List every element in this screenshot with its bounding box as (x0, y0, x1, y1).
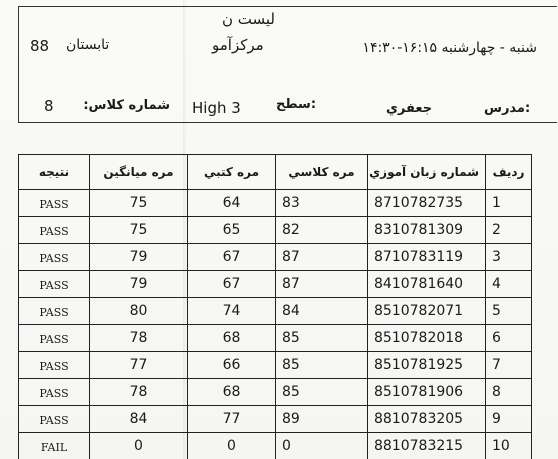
row-number: 5 (486, 298, 532, 325)
result: PASS (19, 379, 90, 406)
written-score: 67 (188, 244, 276, 271)
row-number: 1 (486, 190, 532, 217)
written-score: 67 (188, 271, 276, 298)
table-row (19, 271, 532, 298)
header-title-line2: مرکزآمو (212, 36, 264, 54)
level-value: High 3 (192, 99, 241, 117)
row-number: 8 (486, 379, 532, 406)
student-id: 8810783205 (368, 406, 486, 433)
result: PASS (19, 244, 90, 271)
student-id: 8310781309 (368, 217, 486, 244)
table-row (19, 406, 532, 433)
student-id: 8510782018 (368, 325, 486, 352)
average-score: 79 (90, 271, 188, 298)
average-score: 75 (90, 217, 188, 244)
written-score: 65 (188, 217, 276, 244)
column-header-written-score: مره كتبي (188, 155, 276, 190)
table-row (19, 244, 532, 271)
class-score: 82 (276, 217, 368, 244)
row-number: 9 (486, 406, 532, 433)
row-number: 4 (486, 271, 532, 298)
student-id: 8510781925 (368, 352, 486, 379)
student-id: 8810783215 (368, 433, 486, 459)
written-score: 66 (188, 352, 276, 379)
column-header-row-number: رديف (486, 155, 532, 190)
result: FAIL (19, 433, 90, 459)
student-id: 8510782071 (368, 298, 486, 325)
class-score: 84 (276, 298, 368, 325)
written-score: 0 (188, 433, 276, 459)
table-header-row (19, 155, 532, 190)
header-season: تابستان (66, 37, 110, 53)
column-header-class-score: مره كلاسي (276, 155, 368, 190)
result: PASS (19, 217, 90, 244)
result: PASS (19, 190, 90, 217)
average-score: 75 (90, 190, 188, 217)
written-score: 68 (188, 325, 276, 352)
table-row (19, 190, 532, 217)
teacher-name: جعفري (386, 101, 433, 116)
average-score: 0 (90, 433, 188, 459)
row-number: 2 (486, 217, 532, 244)
class-number-label: شماره کلاس: (83, 98, 170, 113)
header-schedule: شنبه - چهارشنبه ۱۶:۱۵-۱۴:۳۰ (362, 40, 537, 56)
average-score: 78 (90, 325, 188, 352)
column-header-student-id: شماره زبان آموزي (368, 155, 486, 190)
teacher-label: مدرس: (484, 101, 531, 116)
written-score: 64 (188, 190, 276, 217)
row-number: 3 (486, 244, 532, 271)
class-score: 83 (276, 190, 368, 217)
table-row (19, 325, 532, 352)
header-title-line1: لیست ن (222, 10, 275, 28)
table-row (19, 217, 532, 244)
student-id: 8710783119 (368, 244, 486, 271)
header-code: 88 (30, 37, 50, 55)
result: PASS (19, 352, 90, 379)
class-score: 87 (276, 244, 368, 271)
column-header-result: نتيجه (19, 155, 90, 190)
class-score: 87 (276, 271, 368, 298)
average-score: 80 (90, 298, 188, 325)
class-number-value: 8 (44, 97, 54, 115)
table-row (19, 379, 532, 406)
written-score: 77 (188, 406, 276, 433)
class-score: 89 (276, 406, 368, 433)
result: PASS (19, 298, 90, 325)
result: PASS (19, 325, 90, 352)
average-score: 77 (90, 352, 188, 379)
average-score: 79 (90, 244, 188, 271)
student-id: 8510781906 (368, 379, 486, 406)
table-row (19, 298, 532, 325)
student-id: 8410781640 (368, 271, 486, 298)
class-score: 85 (276, 325, 368, 352)
result: PASS (19, 406, 90, 433)
class-score: 0 (276, 433, 368, 459)
grades-table (18, 154, 532, 459)
row-number: 6 (486, 325, 532, 352)
level-label: سطح: (276, 97, 317, 112)
table-row (19, 352, 532, 379)
average-score: 84 (90, 406, 188, 433)
written-score: 74 (188, 298, 276, 325)
class-score: 85 (276, 379, 368, 406)
row-number: 10 (486, 433, 532, 459)
class-score: 85 (276, 352, 368, 379)
column-header-average-score: مره ميانگين (90, 155, 188, 190)
row-number: 7 (486, 352, 532, 379)
student-id: 8710782735 (368, 190, 486, 217)
average-score: 78 (90, 379, 188, 406)
result: PASS (19, 271, 90, 298)
table-row (19, 433, 532, 459)
written-score: 68 (188, 379, 276, 406)
